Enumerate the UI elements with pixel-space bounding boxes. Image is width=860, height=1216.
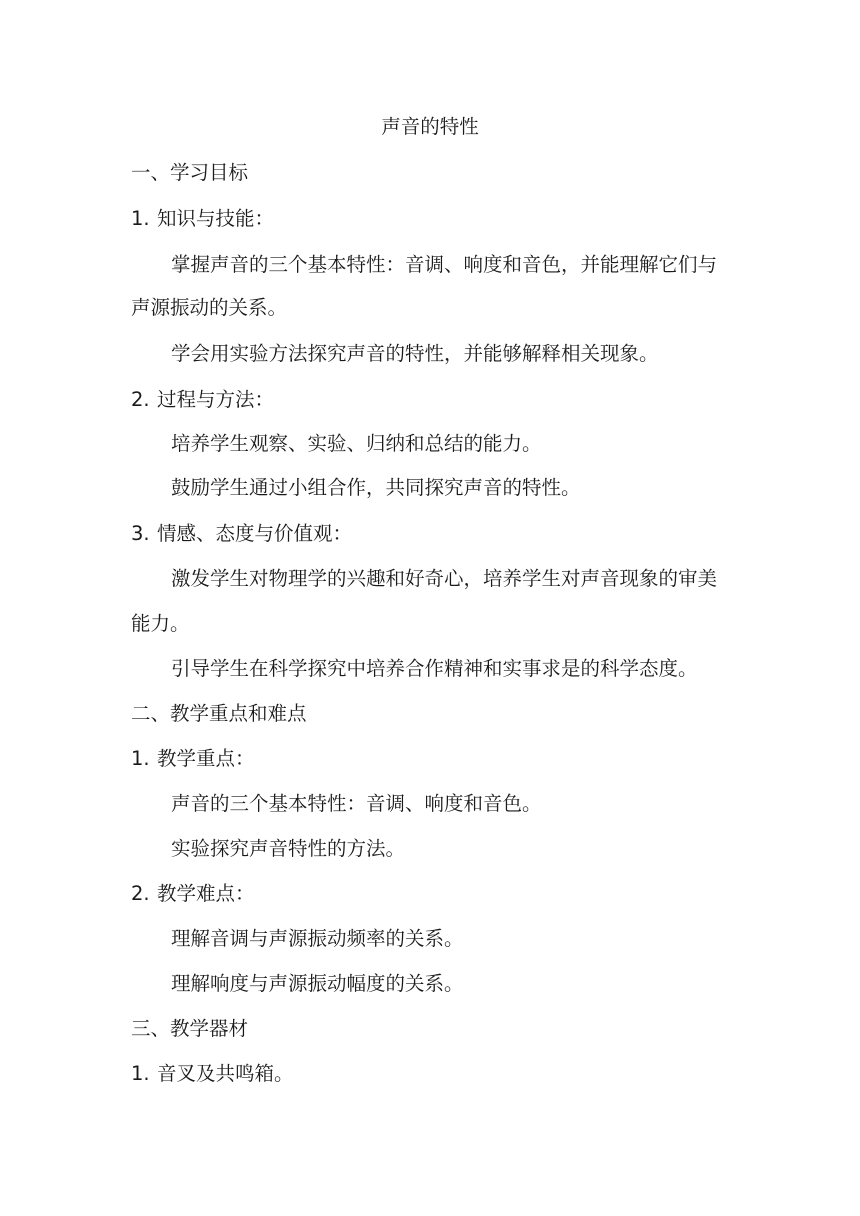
item-label: 教学重点： [157,747,255,770]
paragraph-line: 激发学生对物理学的兴趣和好奇心，培养学生对声音现象的审美 [171,567,718,590]
item-heading [131,524,352,544]
paragraph-line: 培养学生观察、实验、归纳和总结的能力。 [171,432,542,455]
item-label: 过程与方法： [157,388,275,411]
document-title: 声音的特性 [381,115,479,138]
section-heading-1: 一、学习目标 [131,161,249,184]
paragraph-line: 实验探究声音特性的方法。 [171,837,406,860]
section-heading-2: 二、教学重点和难点 [131,702,307,725]
paragraph-line: 声源振动的关系。 [131,296,288,319]
paragraph-line: 理解音调与声源振动频率的关系。 [171,927,464,950]
item-heading [131,749,255,769]
item-label: 音叉及共鸣箱。 [157,1062,294,1085]
item-number: 1. [131,1062,150,1085]
item-heading [131,390,274,410]
item-number: 1. [131,207,150,230]
item-number: 2. [131,882,150,905]
section-heading-3: 三、教学器材 [131,1017,249,1040]
item-label: 知识与技能： [157,207,275,230]
paragraph-line: 掌握声音的三个基本特性：音调、响度和音色，并能理解它们与 [171,253,718,276]
paragraph-line: 能力。 [131,612,190,635]
paragraph-line: 声音的三个基本特性：音调、响度和音色。 [171,792,542,815]
item-heading [131,209,274,229]
paragraph-line: 鼓励学生通过小组合作，共同探究声音的特性。 [171,476,581,499]
paragraph-line: 学会用实验方法探究声音的特性，并能够解释相关现象。 [171,342,659,365]
paragraph-line: 引导学生在科学探究中培养合作精神和实事求是的科学态度。 [171,657,698,680]
item-number: 1. [131,747,150,770]
item-number: 2. [131,388,150,411]
item-heading [131,884,255,904]
item-label: 教学难点： [157,882,255,905]
item-label: 情感、态度与价值观： [157,522,353,545]
paragraph-line: 理解响度与声源振动幅度的关系。 [171,972,464,995]
item-heading [131,1064,294,1084]
item-number: 3. [131,522,150,545]
